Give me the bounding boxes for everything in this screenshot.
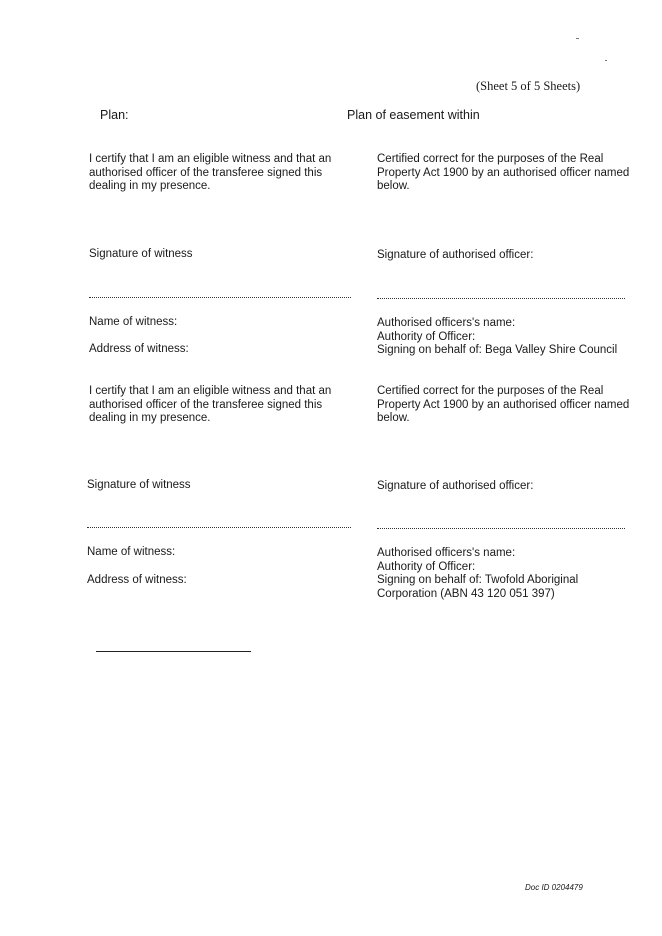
officer-certification-text: Certified correct for the purposes of the Real Property Act 1900 by an authorised officer named below. bbox=[377, 385, 630, 424]
doc-id: Doc ID 0204479 bbox=[525, 883, 583, 892]
officer-signature-line[interactable] bbox=[377, 528, 625, 529]
officer-signature-label: Signature of authorised officer: bbox=[377, 249, 534, 261]
witness-name-label: Name of witness: bbox=[89, 316, 178, 328]
officer-details bbox=[377, 317, 647, 358]
witness-signature-label: Signature of witness bbox=[87, 479, 191, 491]
sheet-label: (Sheet 5 of 5 Sheets) bbox=[476, 79, 581, 93]
scan-mark bbox=[576, 38, 579, 39]
witness-certification-text: I certify that I am an eligible witness and that an authorised officer of the transferee signed this dealing in my presence. bbox=[89, 385, 332, 424]
witness-address-label: Address of witness: bbox=[87, 574, 187, 586]
officer-certification-text: Certified correct for the purposes of the Real Property Act 1900 by an authorised officer named below. bbox=[377, 153, 630, 192]
officer-signature-label: Signature of authorised officer: bbox=[377, 480, 534, 492]
scan-mark bbox=[605, 60, 607, 61]
witness-signature-line[interactable] bbox=[89, 297, 351, 298]
divider-line bbox=[96, 651, 251, 652]
witness-certification-text: I certify that I am an eligible witness and that an authorised officer of the transferee signed this dealing in my presence. bbox=[89, 153, 332, 192]
witness-certification bbox=[89, 153, 351, 194]
plan-title: Plan of easement within bbox=[347, 108, 480, 122]
witness-address-label: Address of witness: bbox=[89, 343, 189, 355]
witness-name-label: Name of witness: bbox=[87, 546, 176, 558]
officer-behalf: Signing on behalf of: Twofold Aboriginal Corporation (ABN 43 120 051 397) bbox=[377, 574, 579, 600]
officer-signature-line[interactable] bbox=[377, 298, 625, 299]
witness-certification bbox=[89, 385, 351, 426]
witness-signature-line[interactable] bbox=[87, 527, 351, 528]
witness-signature-label: Signature of witness bbox=[89, 248, 193, 260]
officer-behalf: Signing on behalf of: Bega Valley Shire Council bbox=[377, 344, 618, 356]
officer-certification bbox=[377, 385, 639, 426]
officer-name-label: Authorised officers's name: bbox=[377, 317, 516, 329]
officer-name-label: Authorised officers's name: bbox=[377, 547, 516, 559]
officer-authority-label: Authority of Officer: bbox=[377, 560, 476, 573]
officer-authority-label: Authority of Officer: bbox=[377, 330, 476, 343]
officer-certification bbox=[377, 153, 639, 194]
officer-details bbox=[377, 547, 607, 601]
plan-label: Plan: bbox=[100, 108, 129, 122]
